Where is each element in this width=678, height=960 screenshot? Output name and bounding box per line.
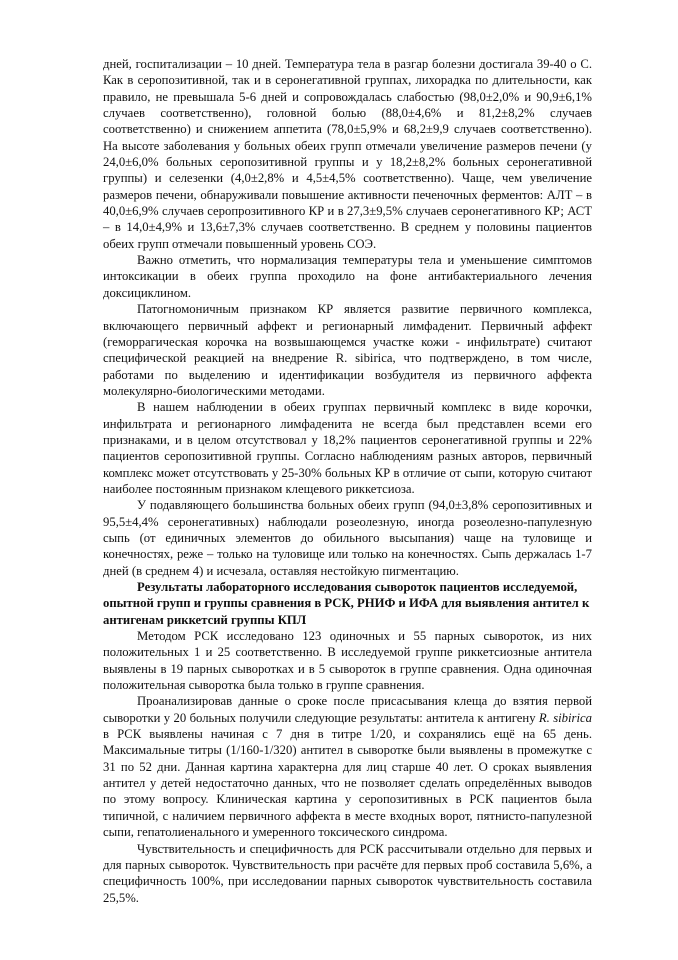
analysis-text-after: в РСК выявлены начиная с 7 дня в титре 1/20, и сохранялись ещё на 65 день. Максимальные титры (1/160-1/320) антител в сыворотке были выявлены в промежутке с 31 по 52 дни. Данная картина характерна для лиц старше 40 лет. О сроках выявления антител у детей недостаточно данных, что не позволяет сделать определённых выводов по этому вопросу. Клиническая картина у серопозитивных в РСК пациентов была типичной, с наличием первичного аффекта в месте входных ворот, пятнисто-папулезной сыпи, гепатолиенального и умеренного токсического синдрома. — [103, 727, 592, 840]
section-heading: Результаты лабораторного исследования сывороток пациентов исследуемой, опытной групп и группы сравнения в РСК, РНИФ и ИФА для выявления антител к антигенам риккетсий группы КПЛ — [103, 580, 590, 627]
paragraph-fever-symptoms: дней, госпитализации – 10 дней. Температура тела в разгар болезни достигала 39-40 о С. Как в серопозитивной, так и в серонегативной группах, лихорадка по длительности, как правило, не превышала 5-6 дней и сопровождалась слабостью (98,0±2,0% и 90,9±6,1% случаев соответственно), головной болью (88,0±4,6% и 81,2±8,2% случаев соответственно) и снижением аппетита (78,0±5,9% и 68,2±9,9 случаев соответственно). На высоте заболевания у больных обеих групп отмечали увеличение размеров печени (у 24,0±6,0% больных серопозитивной группы и у 18,2±8,2% больных серонегативной группы) и селезенки (4,0±2,8% и 4,5±4,5% соответственно). Чаще, чем увеличение размеров печени, обнаруживали повышение активности печеночных ферментов: АЛТ – в 40,0±6,9% случаев серопрозитивного КР и в 27,3±9,5% случаев серонегативного КР; АСТ – в 14,0±4,9% и 13,6±7,3% случаев соответственно. В среднем у половины пациентов обеих групп отмечали повышенный уровень СОЭ. — [103, 57, 592, 251]
paragraph-normalization: Важно отметить, что нормализация температуры тела и уменьшение симптомов интоксикации в обеих группа проходило на фоне антибактериального лечения доксициклином. — [103, 253, 592, 300]
paragraph-rash: У подавляющего большинства больных обеих групп (94,0±3,8% серопозитивных и 95,5±4,4% серонегативных) наблюдали розеолезную, иногда розеолезно-папулезную сыпь (от единичных элементов до обильного высыпания) чаще на туловище и конечностях, реже – только на туловище или только на конечностях. Сыпь держалась 1-7 дней (в среднем 4) и исчезала, оставляя нестойкую пигментацию. — [103, 498, 592, 578]
analysis-text-before: Проанализировав данные о сроке после присасывания клеща до взятия первой сыворотки у 20 больных получили следующие результаты: антитела к антигену — [103, 694, 592, 725]
species-name: R. sibirica — [538, 710, 592, 725]
paragraph-sensitivity: Чувствительность и специфичность для РСК рассчитывали отдельно для первых и для парных сывороток. Чувствительность при расчёте для первых проб составила 5,6%, а специфичность 100%, при исследовании парных сывороток чувствительность составила 25,5%. — [103, 841, 592, 905]
paragraph-primary-complex: Патогномоничным признаком КР является развитие первичного комплекса, включающего первичный аффект и регионарный лимфаденит. Первичный аффект (геморрагическая корочка на возвышающемся участке кожи - инфильтрате) считают специфической реакцией на внедрение R. sibirica, что подтверждено, в том числе, работами по выделению и идентификации возбудителя из первичного аффекта молекулярно-биологическими методами. — [103, 302, 592, 398]
paragraph-methods: Методом РСК исследовано 123 одиночных и 55 парных сывороток, из них положительных 1 и 25 соответственно. В исследуемой группе риккетсиозные антитела выявлены в 19 парных сыворотках и в 5 сывороток в группе сравнения. Одна одиночная положительная сыворотка была только в группе сравнения. — [103, 629, 592, 693]
paragraph-observation: В нашем наблюдении в обеих группах первичный комплекс в виде корочки, инфильтрата и регионарного лимфаденита не всегда был представлен всеми его признаками, и в целом отсутствовал у 18,2% пациентов серонегативной группы и 22% пациентов серопозитивной группы. Согласно наблюдениям разных авторов, первичный комплекс может отсутствовать у 25-30% больных КР в отличие от сыпи, которую считают наиболее постоянным признаком клещевого риккетсиоза. — [103, 400, 592, 496]
paragraph-analysis — [103, 693, 592, 840]
